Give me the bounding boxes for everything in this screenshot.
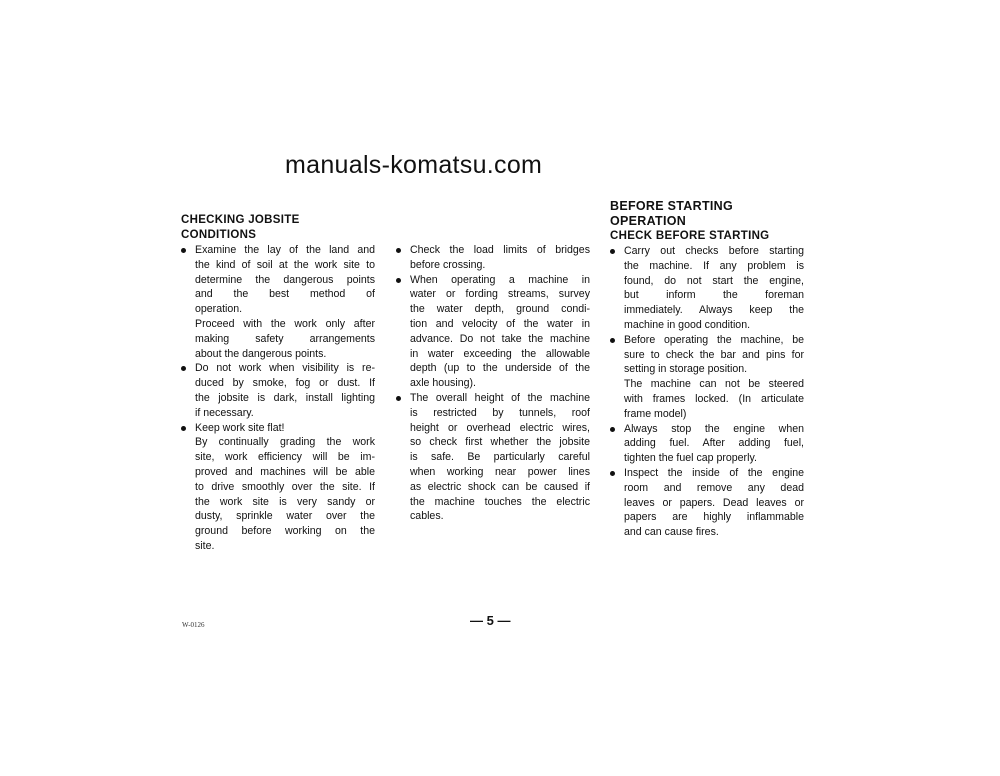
text-line: papers are highly inflammable xyxy=(624,511,804,524)
bullet-item xyxy=(610,333,804,422)
text-line: is safe. Be particularly careful xyxy=(410,451,590,464)
bullet-icon xyxy=(610,427,615,432)
text-line: cables. xyxy=(410,510,444,523)
text-line: operation. xyxy=(195,303,243,316)
text-line: site, work efficiency will be im- xyxy=(195,451,375,464)
section-heading: CHECKING JOBSITE xyxy=(181,214,300,226)
bullet-icon xyxy=(396,396,401,401)
text-line: so check first whether the jobsite xyxy=(410,436,590,449)
bullet-item xyxy=(610,244,804,333)
text-line: to drive smoothly over the site. If xyxy=(195,480,375,493)
section-heading: BEFORE STARTING xyxy=(610,199,734,213)
bullet-item xyxy=(181,243,375,361)
column-1 xyxy=(181,213,375,554)
text-line: machine in good condition. xyxy=(624,318,751,331)
bullet-icon xyxy=(610,338,615,343)
text-line: sure to check the bar and pins for xyxy=(624,348,804,361)
text-line: Examine the lay of the land and xyxy=(195,244,375,256)
text-line: The machine can not be steered xyxy=(624,378,804,391)
text-line: axle housing). xyxy=(410,377,476,390)
bullet-item xyxy=(610,422,804,466)
text-line: in water exceeding the allowable xyxy=(410,347,590,360)
text-line: depth (up to the underside of the xyxy=(410,362,590,375)
document-code: W-0126 xyxy=(182,621,205,629)
text-line: and the best method of xyxy=(195,288,375,301)
text-line: The overall height of the machine xyxy=(410,391,590,404)
text-line: ground before working on the xyxy=(195,525,375,538)
text-line: immediately. Always keep the xyxy=(624,304,804,317)
text-line: water or fording streams, survey xyxy=(410,288,590,301)
column-2 xyxy=(396,243,590,524)
text-line: the machine. If any problem is xyxy=(624,259,804,272)
text-line: Before operating the machine, be xyxy=(624,333,804,346)
text-line: about the dangerous points. xyxy=(195,347,327,360)
text-line: room and remove any dead xyxy=(624,481,804,494)
text-line: By continually grading the work xyxy=(195,436,375,449)
text-line: is restricted by tunnels, roof xyxy=(410,406,590,419)
text-line: advance. Do not take the machine xyxy=(410,332,590,345)
text-line: frame model) xyxy=(624,407,687,420)
text-line: Inspect the inside of the engine xyxy=(624,466,804,479)
section-heading: OPERATION xyxy=(610,214,687,228)
bullet-icon xyxy=(610,471,615,476)
bullet-icon xyxy=(396,248,401,253)
section-heading: CHECK BEFORE STARTING xyxy=(610,230,770,242)
watermark: manuals-komatsu.com xyxy=(285,151,543,179)
bullet-icon xyxy=(610,249,615,254)
text-line: when working near power lines xyxy=(410,465,590,478)
text-line: the jobsite is dark, install lighting xyxy=(195,391,375,404)
text-line: the kind of soil at the work site to xyxy=(195,258,375,271)
bullet-icon xyxy=(181,426,186,431)
text-line: dusty, sprinkle water over the xyxy=(195,510,375,523)
bullet-icon xyxy=(181,366,186,371)
text-line: determine the dangerous points xyxy=(195,273,375,286)
page-number: — 5 — xyxy=(470,613,511,628)
text-line: setting in storage position. xyxy=(624,363,748,376)
text-line: adding fuel. After adding fuel, xyxy=(624,437,804,450)
text-line: Keep work site flat! xyxy=(195,421,285,434)
section-heading: CONDITIONS xyxy=(181,229,257,241)
text-line: Carry out checks before starting xyxy=(624,245,804,257)
bullet-icon xyxy=(181,248,186,253)
text-line: Do not work when visibility is re- xyxy=(195,362,375,375)
bullet-icon xyxy=(396,278,401,283)
text-line: the machine touches the electric xyxy=(410,495,590,508)
bullet-item xyxy=(181,421,375,554)
text-line: Proceed with the work only after xyxy=(195,317,375,330)
text-line: proved and machines will be able xyxy=(195,465,375,478)
text-line: the work site is very sandy or xyxy=(195,495,375,508)
bullet-item xyxy=(396,243,590,273)
text-line: with frames locked. (In articulate xyxy=(624,392,804,405)
text-line: leaves or papers. Dead leaves or xyxy=(624,496,804,509)
text-line: the water depth, ground condi- xyxy=(410,303,590,316)
text-line: before crossing. xyxy=(410,258,486,271)
text-line: Always stop the engine when xyxy=(624,422,804,435)
text-line: site. xyxy=(195,539,215,552)
text-line: When operating a machine in xyxy=(410,273,590,286)
text-line: as electric shock can be caused if xyxy=(410,480,590,493)
bullet-item xyxy=(181,361,375,420)
text-line: making safety arrangements xyxy=(195,332,375,345)
bullet-item xyxy=(610,466,804,540)
text-line: found, do not start the engine, xyxy=(624,274,804,287)
text-line: and can cause fires. xyxy=(624,526,719,539)
text-line: duced by smoke, fog or dust. If xyxy=(195,377,375,390)
text-line: Check the load limits of bridges xyxy=(410,244,590,256)
bullet-item xyxy=(396,391,590,524)
text-line: tighten the fuel cap properly. xyxy=(624,452,757,465)
column-3 xyxy=(610,199,804,540)
text-line: tion and velocity of the water in xyxy=(410,317,590,330)
text-line: height or overhead electric wires, xyxy=(410,421,590,434)
text-line: but inform the foreman xyxy=(624,289,804,302)
text-line: if necessary. xyxy=(195,406,254,419)
bullet-item xyxy=(396,273,590,391)
